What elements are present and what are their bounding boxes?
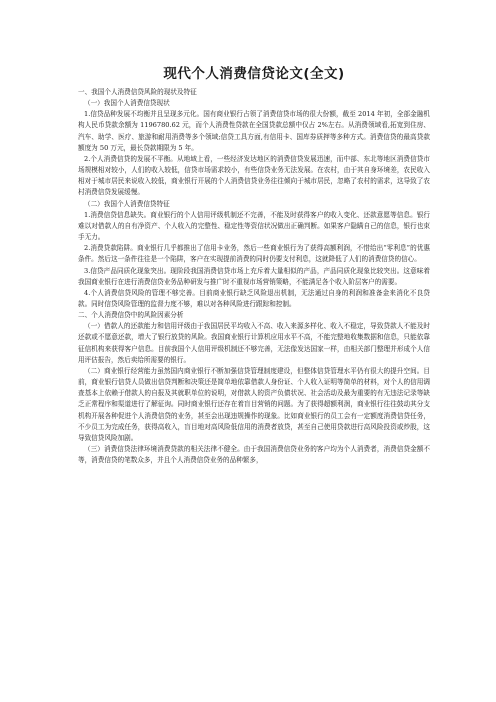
subsection-heading: （一）我国个人消费信贷现状 xyxy=(84,99,170,108)
paragraph: （二）商业银行经营能力虽然国内商业银行不断加强信贷管理制度建设，但整体信贷管理水平仍有很大的提升空间。目前，商业银行信贷人员做出信贷判断和决策还是简单地依靠借款人身份证、个人收入证明等简单的材料，对个人的信用调查基本上依赖于借款人的自报及其就职单位的说明，对借款人的资产负债状况、社会活动及最为重要的有无违法记录等缺乏正常程序和渠道进行了解征询。同时商业银行还存在着盲目营销的问题。为了获得超额利润，商业银行往往鼓动其分支机构开展各种促进个人消费信贷的业务，甚至会出现违规操作的现象。比如商业银行的员工会有一定额度消费信贷任务，不少员工为完成任务，获得高收入，盲目地对高风险低信用的消费者放贷，甚至自己使用贷款进行高风险投资或炒股，这导致信贷风险加剧。 xyxy=(78,366,430,442)
paragraph: （三）消费信贷法律环境消费贷款的相关法律不健全。由于我国消费信贷业务的客户均为个人消费者，消费信贷金额不等，消费信贷的笔数众多，并且个人消费信贷业务的品种繁多， xyxy=(78,445,430,465)
section-heading: 一、我国个人消费信贷风险的现状及特征 xyxy=(78,88,197,96)
document-title: 现代个人消费信贷论文(全文) xyxy=(163,66,345,82)
paragraph: （一）借款人的还款能力和信用评级由于我国居民平均收入不高、收入来源多样化、收入不稳定，导致贷款人不能及时还款或不愿意还款，增大了银行放贷的风险。我国商业银行计算机应用水平不高，不能完整地收集数据和信息，只能依靠征信机构来获得客户信息。目前我国个人信用评级机制还不够完善，无法像发达国家一样，由相关部门整理并形成个人信用评估报告，然后卖给所需要的银行。 xyxy=(78,322,430,364)
paragraph: 2.消费贷款陷阱。商业银行几乎都推出了信用卡业务，然后一些商业银行为了获得高额利润，不惜给出“零利息”的优惠条件。然后这一条件往往是一个陷阱，客户在实现提前消费的同时仍要支付利息，这就降低了人们的消费信贷的信心。 xyxy=(78,244,430,264)
paragraph: 1.消费信贷信息缺失。商业银行的个人信用评级机制还不完善，不能及时获得客户的收入变化、还款意愿等信息。银行难以对借款人的自有净资产、个人收入的完整性、稳定性等资信状况做出正确判断。如果客户隐瞒自己的信息，银行也束手无力。 xyxy=(78,210,430,242)
paragraph: 3.信贷产品同质化现象突出。现阶段我国消费信贷市场上充斥着大量相似的产品，产品同质化现象比较突出。这意味着我国商业银行在进行消费信贷业务品种研发与推广时不重视市场营销策略，不能满足各个收入阶层客户的需要。 xyxy=(78,266,430,286)
paragraph: 2.个人消费信贷的发展不平衡。从地域上看，一些经济发达地区的消费信贷发展迅速，而中部、东北等地区消费信贷市场规模相对较小，人们的收入较低，信贷市场需求较小，有些信贷业务无法发展。在农村，由于其自身环境差，农民收入相对于城市居民来说收入较低，商业银行开展的个人消费信贷业务往往倾向于城市居民，忽略了农村的需求，这导致了农村消费信贷发展缓慢。 xyxy=(78,154,430,197)
section-heading: 二、个人消费信贷中的风险因素分析 xyxy=(78,311,184,320)
subsection-heading: （二）我国个人消费信贷特征 xyxy=(84,199,170,208)
paragraph: 4.个人消费信贷风险的管理不够完善。目前商业银行缺乏风险退出机制，无法通过自身的利润和准备金来消化不良贷款。同时信贷风险管理的监督力度不够，难以对各种风险进行跟踪和控制。 xyxy=(78,288,430,308)
paragraph: 1.信贷品种发展不均衡并且呈现多元化。国有商业银行占领了消费信贷市场的很大份额，截至 2014 年初，全部金融机构人民币贷款余额为 1196780.62 元，而个人消费性贷款在全国贷款总额中仅占 2%左右。从消费领域看,拓宽到住房、汽车、助学、医疗、旅游和耐用消费等多个领域;信贷工具方面,有信用卡、国库券质押等多种方式。消费信贷的最高贷款额度为 50 万元，最长贷款期限为 5 年。 xyxy=(78,110,430,152)
